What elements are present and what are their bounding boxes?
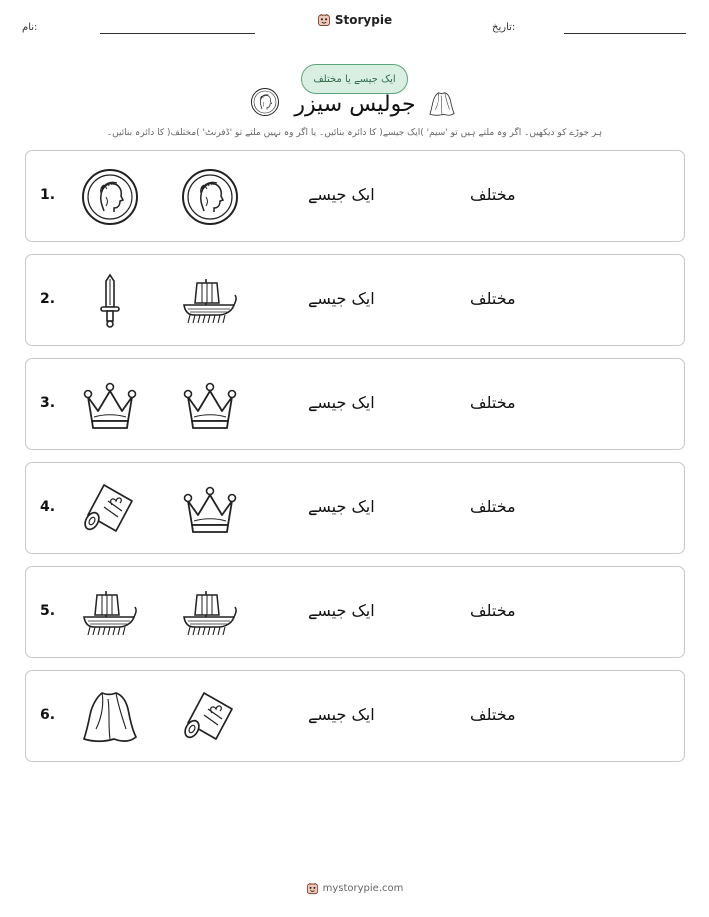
ship-icon [180,271,240,331]
toga-icon [428,90,456,118]
question-number: 5. [40,603,56,619]
same-option[interactable]: ایک جیسے [308,497,375,516]
name-label: نام: [22,22,38,33]
question-row-5 [25,566,685,658]
question-row-1 [25,150,685,242]
same-option[interactable]: ایک جیسے [308,185,375,204]
crown-icon [80,375,140,435]
ship-icon [80,583,140,643]
same-option[interactable]: ایک جیسے [308,705,375,724]
coin-icon [80,167,140,227]
different-option[interactable]: مختلف [470,601,516,620]
date-line [564,33,686,34]
scroll-icon [180,687,240,747]
worksheet-title: جولیس سیزر [294,92,416,117]
question-number: 6. [40,707,56,723]
scroll-icon [80,479,140,539]
storypie-logo-icon [317,13,331,27]
different-option[interactable]: مختلف [470,497,516,516]
footer [0,880,709,899]
different-option[interactable]: مختلف [470,185,516,204]
different-option[interactable]: مختلف [470,705,516,724]
same-option[interactable]: ایک جیسے [308,393,375,412]
name-line [100,33,255,34]
brand-name: Storypie [334,13,393,27]
question-number: 3. [40,395,56,411]
different-option[interactable]: مختلف [470,289,516,308]
ship-icon [180,583,240,643]
crown-icon [180,479,240,539]
same-option[interactable]: ایک جیسے [308,601,375,620]
question-number: 2. [40,291,56,307]
brand [0,12,709,31]
question-row-3 [25,358,685,450]
question-number: 4. [40,499,56,515]
coin-icon [180,167,240,227]
toga-icon [80,687,140,747]
question-row-2 [25,254,685,346]
footer-url[interactable]: mystorypie.com [322,883,404,894]
question-row-6 [25,670,685,762]
question-row-4 [25,462,685,554]
instructions: ہر جوڑے کو دیکھیں۔ اگر وہ ملتے ہیں تو 'سیم' )ایک جیسے( کا دائرہ بنائیں۔ یا اگر وہ نہیں ملتے تو 'ڈفرنٹ' )مختلف( کا دائرہ بنائیں۔ [106,128,603,138]
question-number: 1. [40,187,56,203]
date-label: تاریخ: [492,22,516,33]
crown-icon [180,375,240,435]
dagger-icon [80,271,140,331]
category-badge: ایک جیسے یا مختلف [301,64,408,94]
different-option[interactable]: مختلف [470,393,516,412]
storypie-logo-icon [306,882,319,895]
same-option[interactable]: ایک جیسے [308,289,375,308]
